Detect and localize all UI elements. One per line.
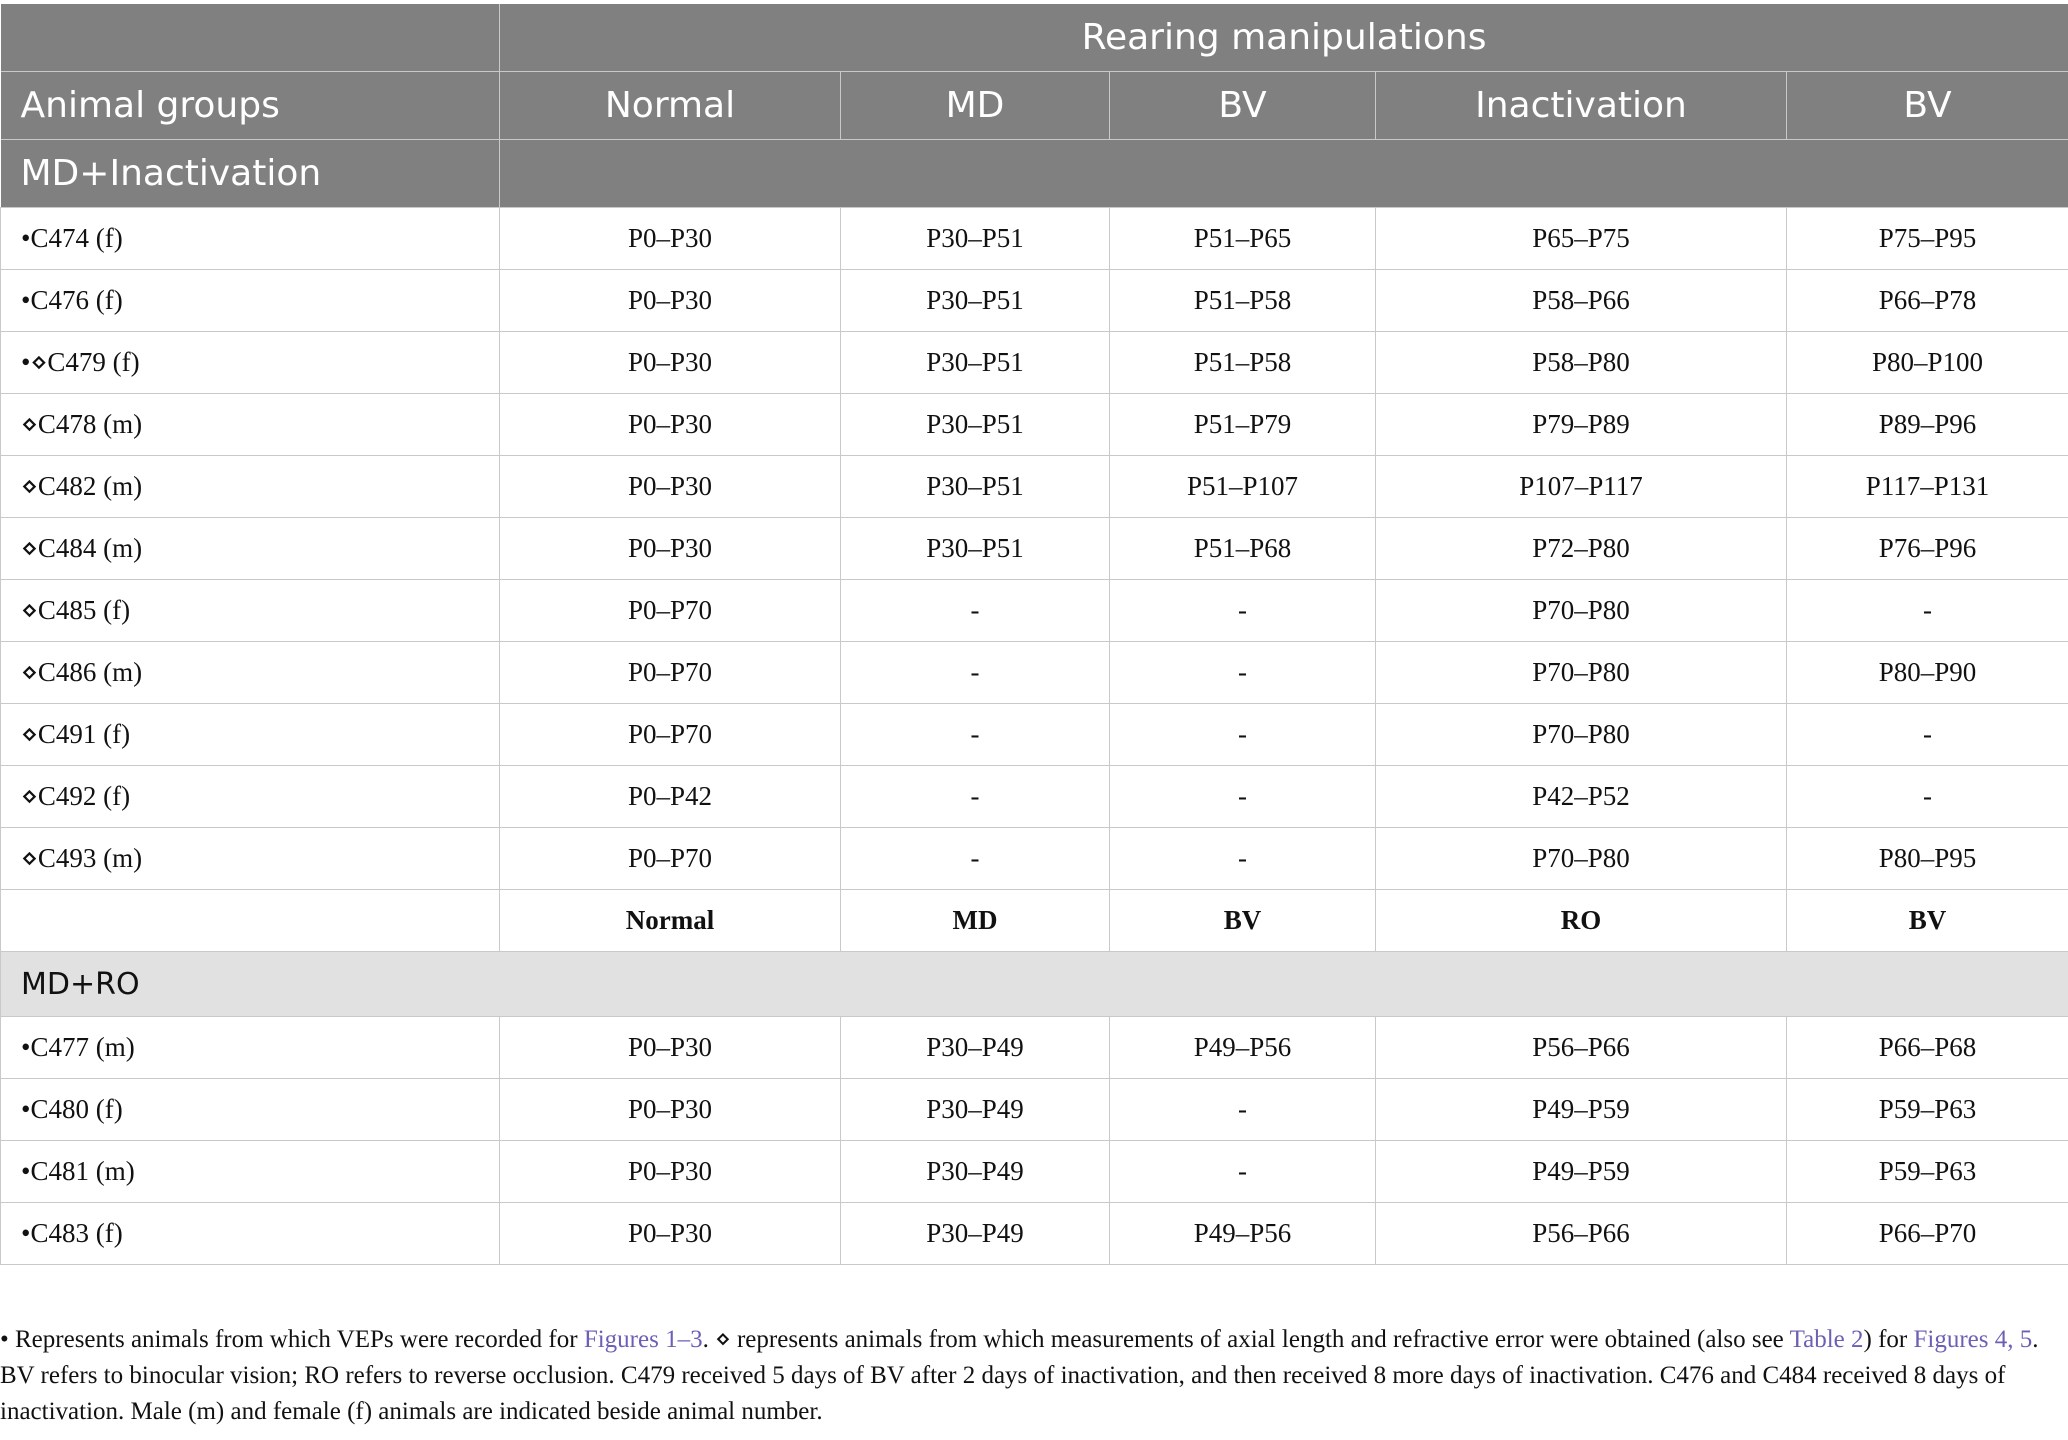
age-range-cell: P76–P96 (1787, 518, 2068, 580)
md-inactivation-rows (1, 208, 2068, 890)
age-range-cell: P66–P70 (1787, 1203, 2068, 1265)
animal-id-cell: ⋄C484 (m) (1, 518, 500, 580)
table-row (1, 1141, 2068, 1203)
age-range-cell: P70–P80 (1376, 704, 1787, 766)
age-range-cell: P58–P80 (1376, 332, 1787, 394)
animal-id-cell: •C481 (m) (1, 1141, 500, 1203)
table-row (1, 766, 2068, 828)
age-range-cell: P51–P107 (1110, 456, 1376, 518)
age-range-cell: P30–P51 (841, 270, 1110, 332)
age-range-cell: P89–P96 (1787, 394, 2068, 456)
table-row (1, 456, 2068, 518)
table-row (1, 332, 2068, 394)
age-range-cell: P0–P70 (500, 580, 841, 642)
age-range-cell: P0–P30 (500, 518, 841, 580)
section-blank (500, 140, 2068, 208)
age-range-cell: - (841, 766, 1110, 828)
age-range-cell: P30–P51 (841, 518, 1110, 580)
age-range-cell: P49–P59 (1376, 1079, 1787, 1141)
animal-id-cell: ⋄C478 (m) (1, 394, 500, 456)
section-row-md-inactivation (1, 140, 2068, 208)
subheader-bv: BV (1110, 890, 1376, 952)
age-range-cell: - (1110, 828, 1376, 890)
animal-id-cell: ⋄C492 (f) (1, 766, 500, 828)
col-header-bv: BV (1110, 72, 1376, 140)
age-range-cell: P65–P75 (1376, 208, 1787, 270)
table-2-link[interactable]: Table 2 (1789, 1326, 1864, 1353)
animal-id-cell: •C474 (f) (1, 208, 500, 270)
age-range-cell: P70–P80 (1376, 828, 1787, 890)
age-range-cell: P51–P58 (1110, 270, 1376, 332)
age-range-cell: - (1787, 704, 2068, 766)
age-range-cell: P30–P49 (841, 1079, 1110, 1141)
age-range-cell: P79–P89 (1376, 394, 1787, 456)
table-row (1, 1017, 2068, 1079)
footnote-text-1: • Represents animals from which VEPs were recorded for (0, 1326, 584, 1353)
age-range-cell: P51–P65 (1110, 208, 1376, 270)
animal-id-cell: •⋄C479 (f) (1, 332, 500, 394)
animal-groups-header: Animal groups (1, 72, 500, 140)
age-range-cell: - (1787, 766, 2068, 828)
table-row (1, 642, 2068, 704)
table-row (1, 394, 2068, 456)
age-range-cell: P0–P30 (500, 332, 841, 394)
animal-id-cell: ⋄C493 (m) (1, 828, 500, 890)
age-range-cell: P49–P56 (1110, 1203, 1376, 1265)
age-range-cell: P30–P51 (841, 394, 1110, 456)
table-row (1, 270, 2068, 332)
age-range-cell: P80–P90 (1787, 642, 2068, 704)
rearing-table (0, 4, 2068, 1265)
col-header-bv-2: BV (1787, 72, 2068, 140)
table-row (1, 1203, 2068, 1265)
animal-id-cell: •C476 (f) (1, 270, 500, 332)
subheader-normal: Normal (500, 890, 841, 952)
age-range-cell: P42–P52 (1376, 766, 1787, 828)
age-range-cell: P0–P30 (500, 394, 841, 456)
age-range-cell: P51–P58 (1110, 332, 1376, 394)
subheader-bv-2: BV (1787, 890, 2068, 952)
age-range-cell: - (841, 642, 1110, 704)
subheader-ro: RO (1376, 890, 1787, 952)
age-range-cell: P59–P63 (1787, 1079, 2068, 1141)
age-range-cell: P80–P95 (1787, 828, 2068, 890)
age-range-cell: P70–P80 (1376, 580, 1787, 642)
age-range-cell: P0–P30 (500, 1203, 841, 1265)
age-range-cell: P0–P30 (500, 208, 841, 270)
age-range-cell: P0–P70 (500, 704, 841, 766)
section-title-md-inactivation: MD+Inactivation (1, 140, 500, 208)
age-range-cell: P56–P66 (1376, 1203, 1787, 1265)
age-range-cell: P49–P59 (1376, 1141, 1787, 1203)
col-header-md: MD (841, 72, 1110, 140)
table-row (1, 828, 2068, 890)
age-range-cell: P0–P70 (500, 642, 841, 704)
age-range-cell: - (841, 704, 1110, 766)
age-range-cell: P58–P66 (1376, 270, 1787, 332)
col-header-inactivation: Inactivation (1376, 72, 1787, 140)
md-ro-rows (1, 1017, 2068, 1265)
animal-id-cell: ⋄C482 (m) (1, 456, 500, 518)
col-header-normal: Normal (500, 72, 841, 140)
age-range-cell: P66–P68 (1787, 1017, 2068, 1079)
figures-1-3-link[interactable]: Figures 1–3 (583, 1326, 703, 1353)
age-range-cell: - (841, 580, 1110, 642)
age-range-cell: - (1110, 580, 1376, 642)
header-row-columns (1, 72, 2068, 140)
table-row (1, 580, 2068, 642)
age-range-cell: P0–P70 (500, 828, 841, 890)
table-row (1, 704, 2068, 766)
footnote (0, 1322, 2050, 1430)
section-title-md-ro: MD+RO (1, 952, 2068, 1017)
age-range-cell: P80–P100 (1787, 332, 2068, 394)
subheader-md: MD (841, 890, 1110, 952)
animal-id-cell: •C480 (f) (1, 1079, 500, 1141)
age-range-cell: P59–P63 (1787, 1141, 2068, 1203)
table-row (1, 208, 2068, 270)
age-range-cell: P72–P80 (1376, 518, 1787, 580)
age-range-cell: P75–P95 (1787, 208, 2068, 270)
age-range-cell: P51–P68 (1110, 518, 1376, 580)
age-range-cell: - (1110, 1079, 1376, 1141)
age-range-cell: P56–P66 (1376, 1017, 1787, 1079)
age-range-cell: P30–P49 (841, 1141, 1110, 1203)
animal-id-cell: ⋄C485 (f) (1, 580, 500, 642)
subheader-row (1, 890, 2068, 952)
age-range-cell: P66–P78 (1787, 270, 2068, 332)
table-container (0, 4, 2068, 1265)
age-range-cell: P0–P30 (500, 270, 841, 332)
group-title: Rearing manipulations (500, 4, 2068, 72)
age-range-cell: - (841, 828, 1110, 890)
age-range-cell: - (1110, 766, 1376, 828)
table-row (1, 1079, 2068, 1141)
age-range-cell: P0–P30 (500, 1079, 841, 1141)
footnote-text-4: . BV refers to binocular vision; RO refers to reverse occlusion. C479 received 5 days of BV after 2 days of inactivation, and then received 8 more days of inactivation. C476 and C484 received 8 days of inactivation. Male (m) and female (f) animals are indicated beside animal number. (0, 1326, 2039, 1425)
header-blank-cell (1, 4, 500, 72)
age-range-cell: P107–P117 (1376, 456, 1787, 518)
animal-id-cell: ⋄C491 (f) (1, 704, 500, 766)
age-range-cell: P51–P79 (1110, 394, 1376, 456)
animal-id-cell: •C477 (m) (1, 1017, 500, 1079)
age-range-cell: - (1110, 1141, 1376, 1203)
section-row-md-ro (1, 952, 2068, 1017)
age-range-cell: - (1787, 580, 2068, 642)
footnote-text-2: . ⋄ represents animals from which measurements of axial length and refractive error were obtained (also see (702, 1326, 1790, 1353)
table-row (1, 518, 2068, 580)
animal-id-cell: •C483 (f) (1, 1203, 500, 1265)
age-range-cell: P30–P49 (841, 1017, 1110, 1079)
age-range-cell: P30–P51 (841, 332, 1110, 394)
age-range-cell: P0–P30 (500, 456, 841, 518)
age-range-cell: P30–P49 (841, 1203, 1110, 1265)
footnote-text-3: ) for (1863, 1326, 1914, 1353)
age-range-cell: P0–P30 (500, 1017, 841, 1079)
figures-4-5-link[interactable]: Figures 4, 5 (1913, 1326, 2033, 1353)
age-range-cell: P30–P51 (841, 208, 1110, 270)
age-range-cell: P49–P56 (1110, 1017, 1376, 1079)
age-range-cell: P0–P42 (500, 766, 841, 828)
age-range-cell: P0–P30 (500, 1141, 841, 1203)
age-range-cell: P70–P80 (1376, 642, 1787, 704)
age-range-cell: P30–P51 (841, 456, 1110, 518)
age-range-cell: - (1110, 642, 1376, 704)
age-range-cell: - (1110, 704, 1376, 766)
age-range-cell: P117–P131 (1787, 456, 2068, 518)
header-row-group (1, 4, 2068, 72)
subheader-blank (1, 890, 500, 952)
animal-id-cell: ⋄C486 (m) (1, 642, 500, 704)
